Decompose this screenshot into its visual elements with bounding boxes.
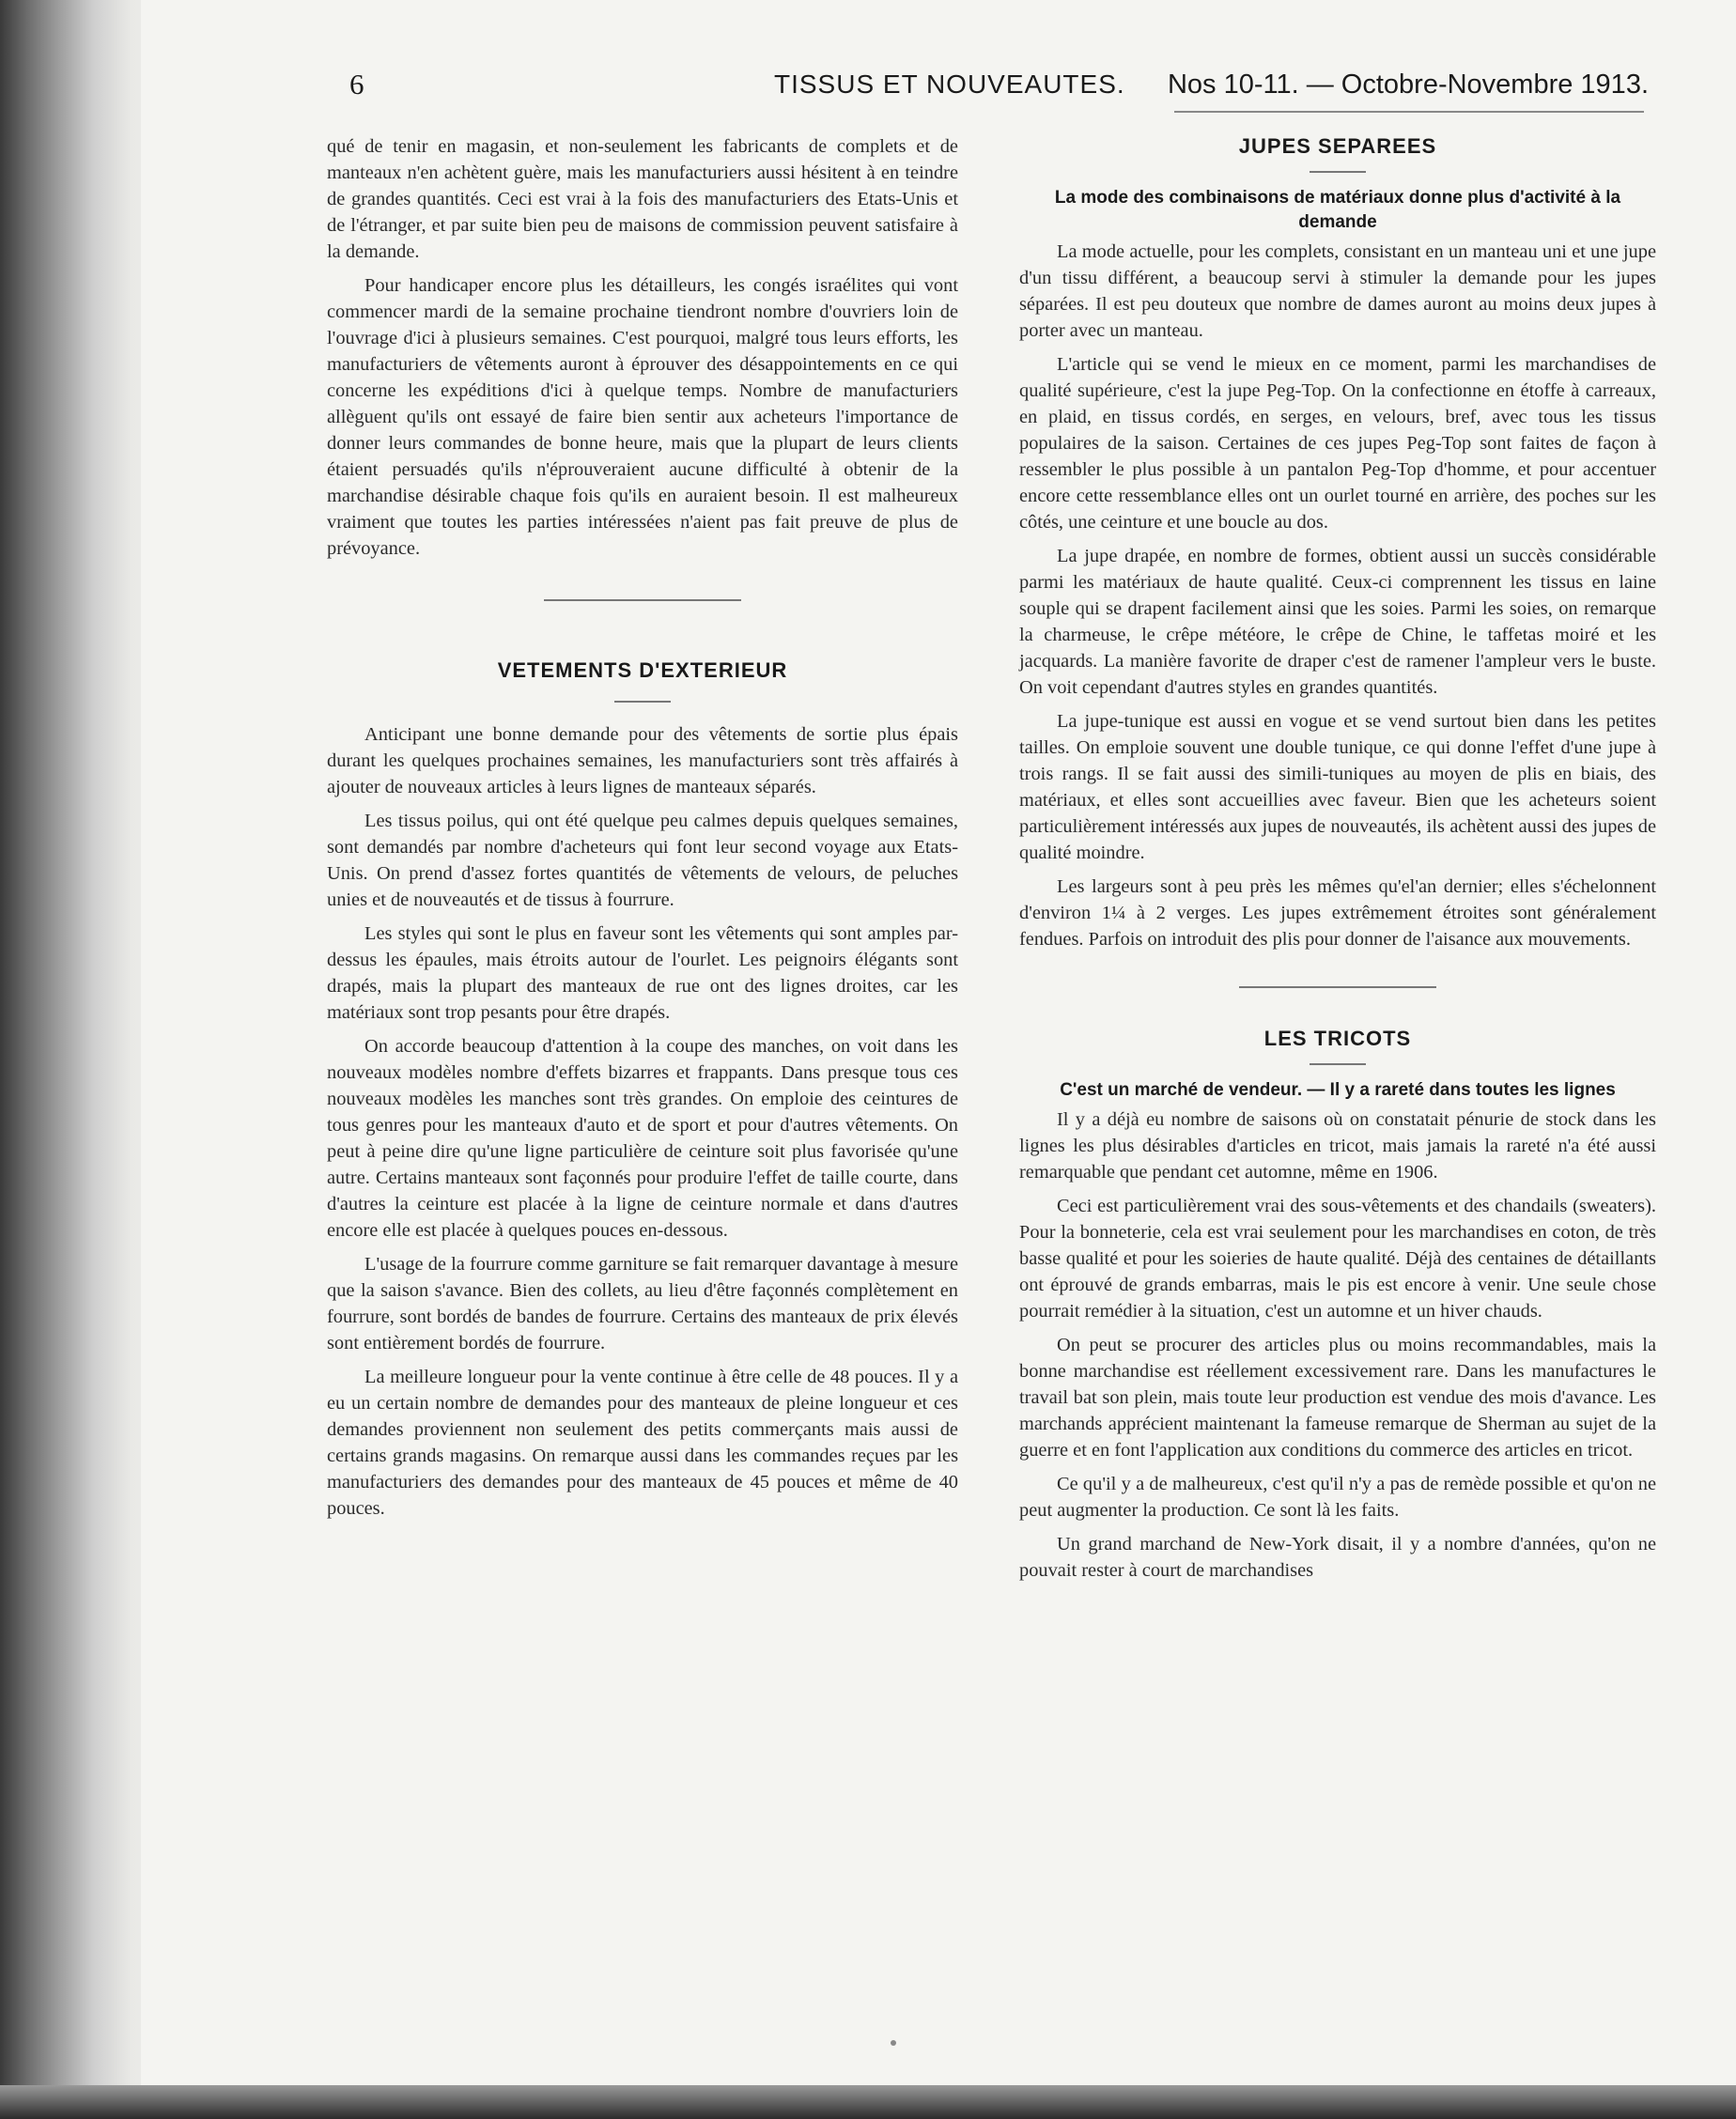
- left-column: [327, 133, 958, 1529]
- header-rule: [1174, 111, 1644, 113]
- paragraph: La meilleure longueur pour la vente continue à être celle de 48 pouces. Il y a eu un certain nombre de demandes pour des manteaux de pleine longueur et ces demandes proviennent non seulement des petits commerçants mais aussi de certains grands magasins. On remarque aussi dans les commandes reçues par les manufacturiers des demandes pour des manteaux de 45 pouces et même de 40 pouces.: [327, 1367, 958, 1519]
- paragraph: On accorde beaucoup d'attention à la coupe des manches, on voit dans les nouveaux modèles nombre d'effets bizarres et frappants. Dans presque tous ces nouveaux modèles les manches sont très grandes. On emploie des ceintures de tous genres pour les manteaux d'auto et de sport et pour d'autres vêtements. On peut à peine dire qu'une ligne particulière de ceinture soit plus favorisée qu'une autre. Certains manteaux sont façonnés pour produire l'effet de taille courte, dans d'autres la ceinture est placée à la ligne de ceinture normale et dans d'autres encore elle est placée à quelques pouces en-dessous.: [327, 1036, 958, 1241]
- print-mark: [891, 2040, 896, 2046]
- section-title: LES TRICOTS: [1263, 1027, 1412, 1050]
- page-bottom-shadow: [0, 2085, 1736, 2119]
- paragraph: La jupe-tunique est aussi en vogue et se vend surtout bien dans les petites tailles. On emploie souvent une double tunique, ce qui donne l'effet d'une jupe à trois rangs. Il se fait aussi des simili-tuniques au moyen de plis en biais, des matériaux, et elles sont accueillies avec faveur. Bien que les acheteurs soient particulièrement intéressés aux jupes de nouveautés, ils achètent aussi des jupes de qualité moindre.: [1019, 711, 1656, 863]
- paragraph: Pour handicaper encore plus les détailleurs, les congés israélites qui vont commencer mardi de la semaine prochaine tiendront nombre d'ouvriers loin de l'ouvrage d'ici à plusieurs semaines. C'est pourquoi, malgré tous leurs efforts, les manufacturiers de vêtements auront à éprouver des désappointements en ce qui concerne les expéditions d'ici à quelque temps. Nombre de manufacturiers allèguent qu'ils ont essayé de faire bien sentir aux acheteurs l'importance de donner leurs commandes de bonne heure, mais que la plupart de leurs clients étaient persuadés qu'ils n'éprouveraient aucune difficulté à obtenir de la marchandise désirable chaque fois qu'ils en auraient besoin. Il est malheureux vraiment que toutes les parties intéressées n'aient pas fait preuve de plus de prévoyance.: [327, 275, 958, 559]
- paragraph: qué de tenir en magasin, et non-seulement les fabricants de complets et de manteaux n'en achètent guère, mais les manufacturiers aussi hésitent à en teindre de grandes quantités. Ceci est vrai à la fois des manufacturiers des Etats-Unis et de l'étranger, et par suite bien peu de maisons de commission peuvent satisfaire à la demande.: [327, 136, 958, 262]
- paragraph: L'article qui se vend le mieux en ce moment, parmi les marchandises de qualité supérieure, c'est la jupe Peg-Top. On la confectionne en étoffe à carreaux, en plaid, en tissus cordés, en serges, en velours, bref, avec tous les tissus populaires de la saison. Certaines de ces jupes Peg-Top sont faites de façon à ressembler le plus possible à un pantalon Peg-Top d'homme, et pour accentuer encore cette ressemblance elles ont un ourlet tourné en arrière, des poches sur les côtés, une ceinture et une boucle au dos.: [1019, 354, 1656, 533]
- paragraph: Ce qu'il y a de malheureux, c'est qu'il n'y a pas de remède possible et qu'on ne peut augmenter la production. Ce sont là les faits.: [1019, 1474, 1656, 1521]
- paragraph: L'usage de la fourrure comme garniture se fait remarquer davantage à mesure que la saison s'avance. Bien des collets, au lieu d'être façonnés complètement en fourrure, sont bordés de bandes de fourrure. Certains des manteaux de prix élevés sont entièrement bordés de fourrure.: [327, 1254, 958, 1353]
- right-column: [1019, 133, 1656, 1591]
- section-subhead: C'est un marché de vendeur. — Il y a rareté dans toutes les lignes: [1060, 1080, 1616, 1100]
- paragraph: Un grand marchand de New-York disait, il y a nombre d'années, qu'on ne pouvait rester à court de marchandises: [1019, 1534, 1656, 1581]
- paragraph: Les tissus poilus, qui ont été quelque peu calmes depuis quelques semaines, sont demandés par nombre d'acheteurs qui font leur second voyage aux Etats-Unis. On prend d'assez fortes quantités de vêtements de velours, de peluches unies et de nouveautés et de tissus à fourrure.: [327, 811, 958, 910]
- paragraph: Anticipant une bonne demande pour des vêtements de sortie plus épais durant les quelques prochaines semaines, les manufacturiers sont très affairés à ajouter de nouveaux articles à leurs lignes de manteaux séparés.: [327, 724, 958, 797]
- paragraph: Ceci est particulièrement vrai des sous-vêtements et des chandails (sweaters). Pour la bonneterie, cela est vrai seulement pour les marchandises en coton, de très basse qualité et pour les soieries de haute qualité. Déjà des centaines de détaillants ont éprouvé de grands embarras, mais le pis est encore à venir. Une seule chose pourrait remédier à la situation, c'est un automne et un hiver chauds.: [1019, 1196, 1656, 1322]
- title-rule: [1310, 171, 1366, 173]
- section-divider: [1239, 986, 1436, 988]
- title-rule: [1310, 1063, 1366, 1065]
- issue-info: Nos 10-11. — Octobre-Novembre 1913.: [1167, 70, 1649, 100]
- paragraph: On peut se procurer des articles plus ou moins recommandables, mais la bonne marchandise est réellement excessivement rare. Dans les manufactures le travail bat son plein, mais toute leur production est vendue des mois d'avance. Les marchands apprécient maintenant la fameuse remarque de Sherman au sujet de la guerre et en font l'application aux conditions du commerce des articles en tricot.: [1019, 1335, 1656, 1461]
- section-title: VETEMENTS D'EXTERIEUR: [497, 658, 788, 682]
- page-number: 6: [349, 68, 364, 101]
- paragraph: Les styles qui sont le plus en faveur sont les vêtements qui sont amples par-dessus les épaules, mais étroits autour de l'ourlet. Les peignoirs élégants sont drapés, mais la plupart des manteaux de rue ont des lignes droites, car les matériaux sont trop pesants pour être drapés.: [327, 923, 958, 1023]
- section-subhead: La mode des combinaisons de matériaux donne plus d'activité à la demande: [1054, 188, 1621, 232]
- section-divider: [544, 599, 741, 601]
- paragraph: La jupe drapée, en nombre de formes, obtient aussi un succès considérable parmi les matériaux de haute qualité. Ceux-ci comprennent les tissus en laine souple qui se drapent facilement ainsi que les soies. Parmi les soies, on remarque la charmeuse, le crêpe météore, le crêpe de Chine, le taffetas moiré et les jacquards. La manière favorite de draper c'est de ramener l'ampleur vers le buste. On voit cependant d'autres styles en grandes quantités.: [1019, 546, 1656, 698]
- section-title: JUPES SEPAREES: [1238, 134, 1437, 158]
- paragraph: La mode actuelle, pour les complets, consistant en un manteau uni et une jupe d'un tissu différent, a beaucoup servi à stimuler la demande pour les jupes séparées. Il est peu douteux que nombre de dames auront au moins deux jupes à porter avec un manteau.: [1019, 241, 1656, 341]
- paragraph: Les largeurs sont à peu près les mêmes qu'el'an dernier; elles s'échelonnent d'environ 1¼ à 2 verges. Les jupes extrêmement étroites sont généralement fendues. Parfois on introduit des plis pour donner de l'aisance aux mouvements.: [1019, 876, 1656, 950]
- page-header: [348, 68, 1649, 105]
- journal-title: TISSUS ET NOUVEAUTES.: [774, 70, 1125, 99]
- paragraph: Il y a déjà eu nombre de saisons où on constatait pénurie de stock dans les lignes les plus désirables d'articles en tricot, mais jamais la rareté n'a été aussi remarquable que pendant cet automne, même en 1906.: [1019, 1109, 1656, 1183]
- title-rule: [614, 701, 671, 703]
